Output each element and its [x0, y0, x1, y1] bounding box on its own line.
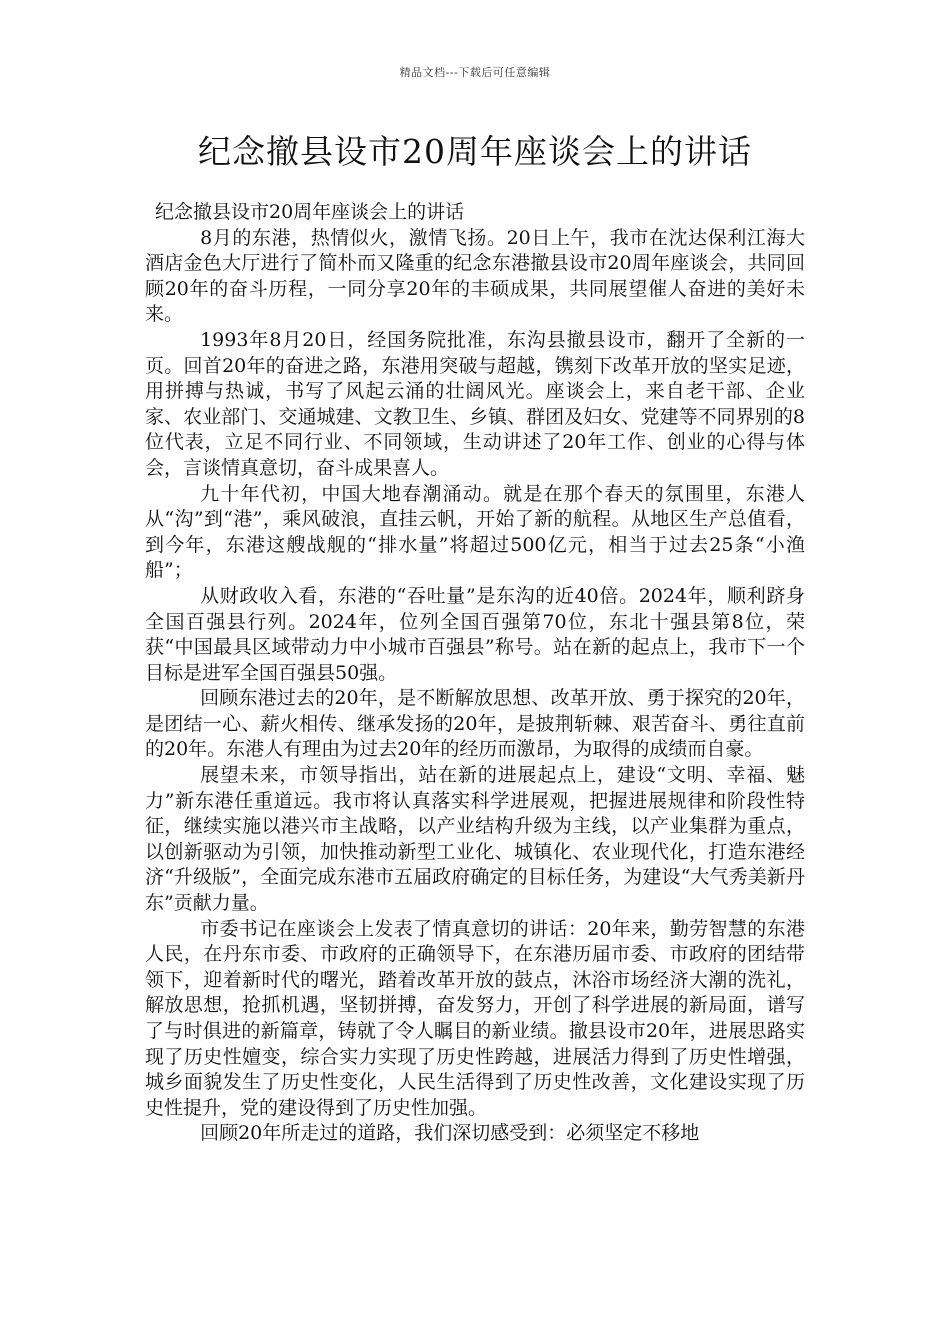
- paragraph: 回顾20年所走过的道路，我们深切感受到：必须坚定不移地: [200, 1122, 700, 1145]
- paragraph: 1993年8月20日，经国务院批准，东沟县撤县设市，翻开了全新的一页。回首20年的奋进之路，东港用突破与超越，镌刻下改革开放的坚实足迹，用拼搏与热诚，书写了风起云涌的壮阔风光。座谈会上，来自老干部、企业家、农业部门、交通城建、文教卫生、乡镇、群团及妇女、党建等不同界别的8位代表，立足不同行业、不同领域，生动讲述了20年工作、创业的心得与体会，言谈情真意切，奋斗成果喜人。: [145, 328, 805, 479]
- document-title: 纪念撤县设市20周年座谈会上的讲话: [198, 132, 752, 171]
- paragraph: 8月的东港，热情似火，激情飞扬。20日上午，我市在沈达保利江海大酒店金色大厅进行了简朴而又隆重的纪念东港撤县设市20周年座谈会，共同回顾20年的奋斗历程，一同分享20年的丰硕成果，共同展望催人奋进的美好未来。: [145, 226, 805, 326]
- paragraph: 从财政收入看，东港的“吞吐量”是东沟的近40倍。2024年，顺利跻身全国百强县行列。2024年，位列全国百强第70位，东北十强县第8位，荣获“中国最具区域带动力中小城市百强县”称号。站在新的起点上，我市下一个目标是进军全国百强县50强。: [145, 584, 805, 684]
- paragraph: 市委书记在座谈会上发表了情真意切的讲话：20年来，勤劳智慧的东港人民，在丹东市委、市政府的正确领导下，在东港历届市委、市政府的团结带领下，迎着新时代的曙光，踏着改革开放的鼓点，沐浴市场经济大潮的洗礼，解放思想，抢抓机遇，坚韧拼搏，奋发努力，开创了科学进展的新局面，谱写了与时俱进的新篇章，铸就了令人瞩目的新业绩。撤县设市20年，进展思路实现了历史性嬗变，综合实力实现了历史性跨越，进展活力得到了历史性增强，城乡面貌发生了历史性变化，人民生活得到了历史性改善，文化建设实现了历史性提升，党的建设得到了历史性加强。: [145, 917, 805, 1119]
- page-header-note: 精品文档---下载后可任意编辑: [399, 66, 551, 79]
- paragraph: 九十年代初，中国大地春潮涌动。就是在那个春天的氛围里，东港人从“沟”到“港”，乘风破浪，直挂云帆，开始了新的航程。从地区生产总值看，到今年，东港这艘战舰的“排水量”将超过500亿元，相当于过去25条“小渔船”；: [145, 482, 805, 582]
- paragraph: 展望未来，市领导指出，站在新的进展起点上，建设“文明、幸福、魅力”新东港任重道远。我市将认真落实科学进展观，把握进展规律和阶段性特征，继续实施以港兴市主战略，以产业结构升级为主线，以产业集群为重点，以创新驱动为引领，加快推动新型工业化、城镇化、农业现代化，打造东港经济“升级版”，全面完成东港市五届政府确定的目标任务，为建设“大气秀美新丹东”贡献力量。: [145, 764, 805, 915]
- document-subtitle: 纪念撤县设市20周年座谈会上的讲话: [155, 201, 465, 223]
- paragraph: 回顾东港过去的20年，是不断解放思想、改革开放、勇于探究的20年，是团结一心、薪火相传、继承发扬的20年，是披荆斩棘、艰苦奋斗、勇往直前的20年。东港人有理由为过去20年的经历而激昂，为取得的成绩而自豪。: [145, 687, 805, 761]
- document-body: [145, 200, 805, 1147]
